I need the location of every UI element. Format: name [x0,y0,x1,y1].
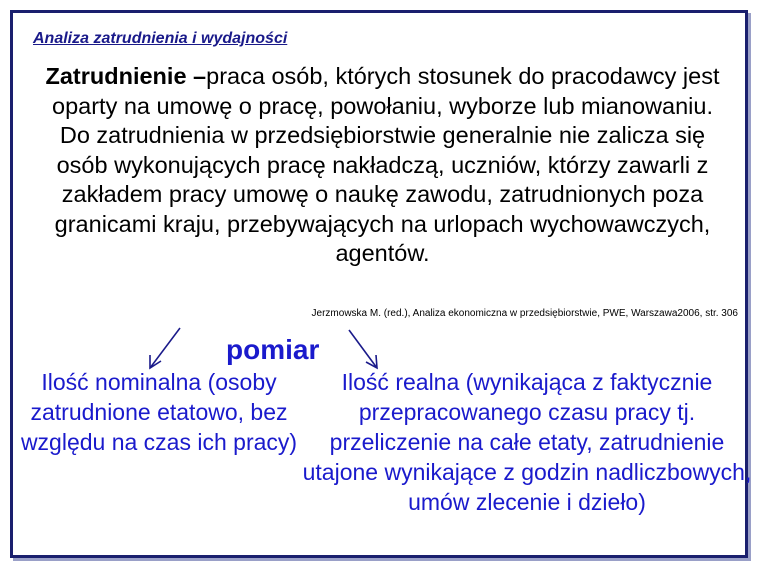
arrow-left [150,328,180,368]
nominal-count: Ilość nominalna (osoby zatrudnione etatowo, bez względu na czas ich pracy) [20,369,298,455]
real-count: Ilość realna (wynikająca z faktycznie przepracowanego czasu pracy tj. przeliczenie na całe etaty, zatrudnienie utajone wynikające z godzin nadliczbowych, umów zlecenie i dzieło) [302,369,752,515]
definition-text: praca osób, których stosunek do pracodawcy jest oparty na umowę o pracę, powołaniu, wyborze lub mianowaniu. Do zatrudnienia w przedsiębiorstwie generalnie nie zalicza się osób wykonujących pracę nakładczą, uczniów, którzy zawarli z zakładem pracy umowę o naukę zawodu, zatrudnionych poza granicami kraju, przebywających na urlopach wychowawczych, agentów. [52,63,720,266]
arrow-right [349,330,377,368]
slide-title: Analiza zatrudnienia i wydajności [33,30,288,47]
definition-term: Zatrudnienie – [45,63,207,89]
measure-label: pomiar [226,334,320,365]
citation: Jerzmowska M. (red.), Analiza ekonomiczna w przedsiębiorstwie, PWE, Warszawa2006, str. 306 [311,308,738,319]
